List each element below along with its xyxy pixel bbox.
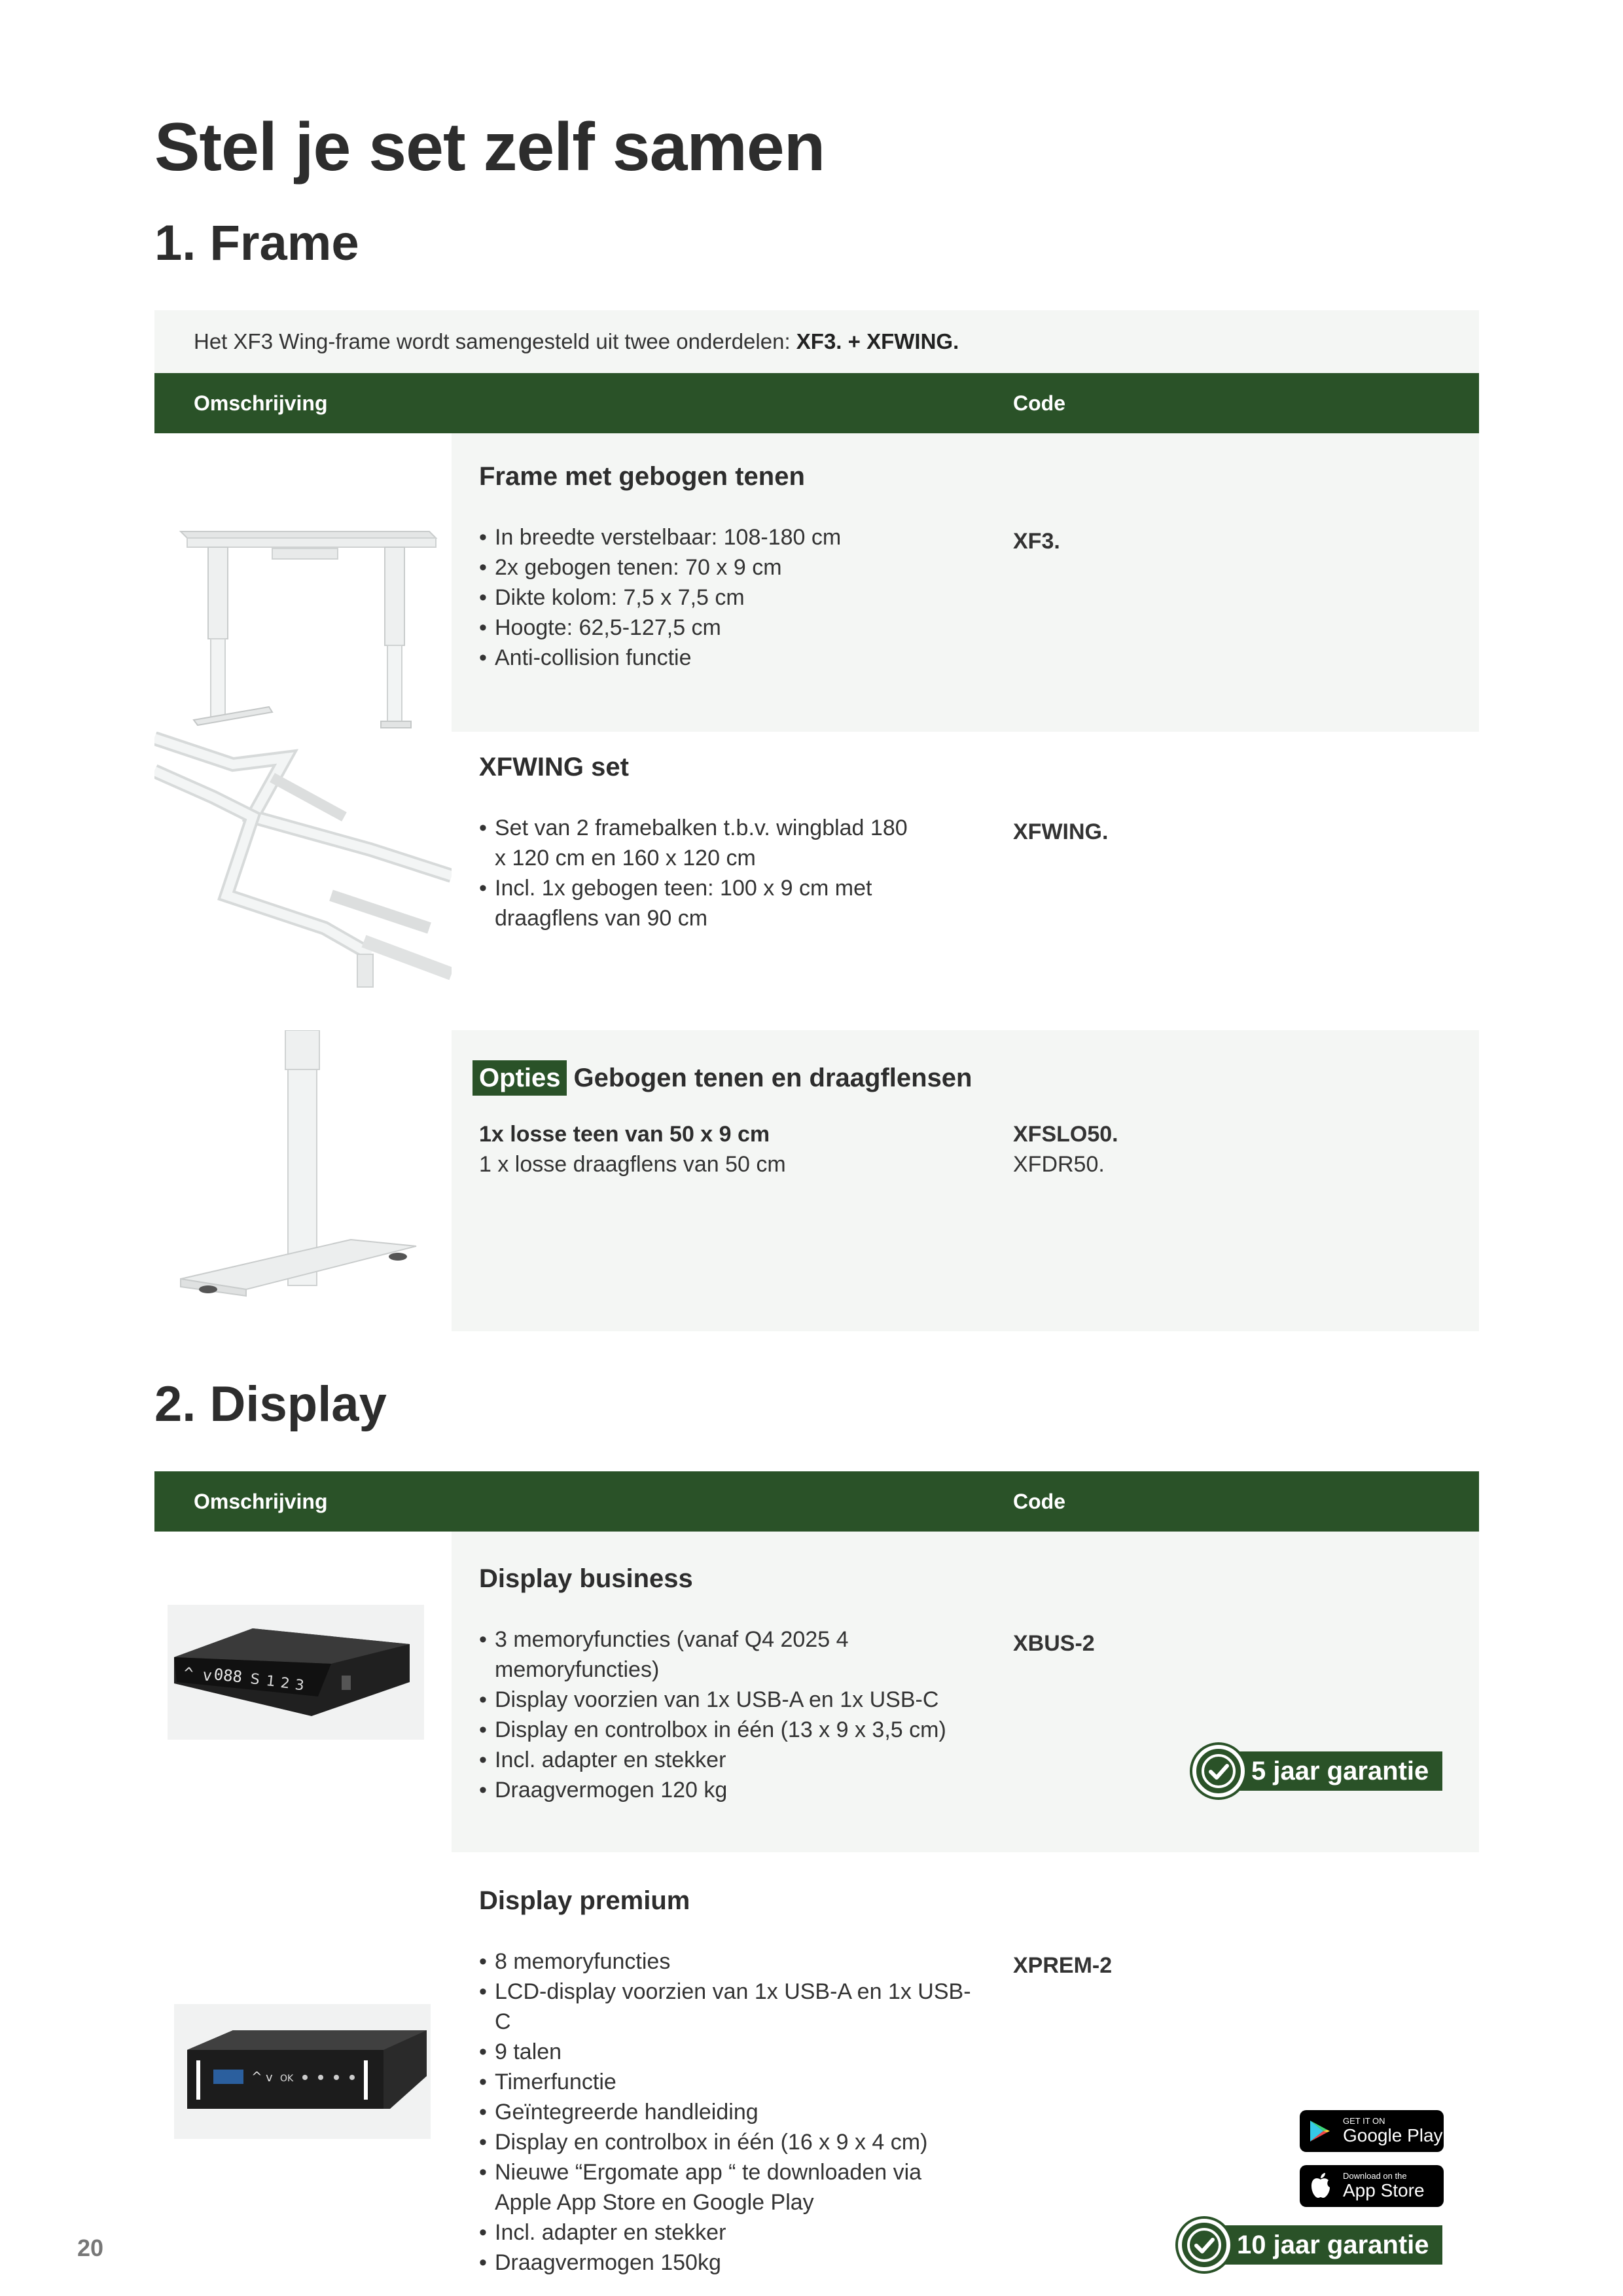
business-controller-illustration xyxy=(168,1605,424,1740)
display-business-feature: • Incl. adapter en stekker xyxy=(479,1745,990,1775)
display-premium-feature: • Timerfunctie xyxy=(479,2067,976,2097)
display-premium-feature-list xyxy=(479,1946,976,2278)
display-table-header xyxy=(154,1471,1479,1532)
frame-intro-bold: XF3. + XFWING. xyxy=(796,329,959,353)
options-title-row xyxy=(473,1060,972,1096)
display-premium-feature: • Draagvermogen 150kg xyxy=(479,2248,976,2278)
google-play-icon xyxy=(1306,2118,1332,2144)
display-business-feature-list xyxy=(479,1624,990,1805)
display-premium-image xyxy=(174,2004,431,2139)
option-code-0: XFSLO50. xyxy=(1013,1122,1118,1147)
display-business-feature: • 3 memoryfuncties (vanaf Q4 2025 4 memoryfuncties) xyxy=(479,1624,990,1685)
section-heading-frame: 1. Frame xyxy=(154,215,359,271)
desk-frame-illustration xyxy=(154,433,452,732)
svg-text:^: ^ xyxy=(251,2069,262,2085)
header-omschrijving: Omschrijving xyxy=(194,1490,328,1513)
guarantee-10-label: 10 jaar garantie xyxy=(1237,2231,1429,2259)
google-play-small-text: GET IT ON xyxy=(1343,2116,1385,2126)
business-display-readout: 088 xyxy=(213,1665,243,1687)
page-title: Stel je set zelf samen xyxy=(154,109,825,185)
check-seal-icon xyxy=(1178,2219,1230,2271)
app-store-badge[interactable] xyxy=(1300,2165,1444,2207)
xfwing-feature: • Set van 2 framebalken t.b.v. wingblad 180 x 120 cm en 160 x 120 cm xyxy=(479,813,924,873)
display-premium-feature: • Display en controlbox in één (16 x 9 x 4 cm) xyxy=(479,2127,976,2157)
xfwing-feature: • Incl. 1x gebogen teen: 100 x 9 cm met draagflens van 90 cm xyxy=(479,873,924,933)
frame-intro xyxy=(154,310,1479,373)
business-key-2: 2 xyxy=(279,1675,291,1693)
options-title: Gebogen tenen en draagflensen xyxy=(573,1064,972,1092)
xfwing-title: XFWING set xyxy=(479,753,629,781)
xfwing-feature-list xyxy=(479,813,924,933)
header-omschrijving: Omschrijving xyxy=(194,391,328,415)
frame-table-header xyxy=(154,373,1479,433)
display-business-image xyxy=(168,1605,424,1740)
options-badge: Opties xyxy=(473,1060,567,1096)
business-key-s: S xyxy=(249,1671,260,1689)
display-premium-title: Display premium xyxy=(479,1886,690,1915)
display-business-feature: • Draagvermogen 120 kg xyxy=(479,1775,990,1805)
frame-feature: • In breedte verstelbaar: 108-180 cm xyxy=(479,522,976,552)
option-desc-0: 1x losse teen van 50 x 9 cm xyxy=(479,1122,770,1147)
xfwing-image xyxy=(154,732,452,1007)
options-image xyxy=(154,1030,452,1331)
frame-intro-text: Het XF3 Wing-frame wordt samengesteld uit twee onderdelen: xyxy=(194,329,796,353)
header-code: Code xyxy=(1013,391,1065,415)
display-business-code: XBUS-2 xyxy=(1013,1631,1095,1656)
google-play-badge[interactable] xyxy=(1300,2110,1444,2152)
header-code: Code xyxy=(1013,1490,1065,1513)
display-business-feature: • Display voorzien van 1x USB-A en 1x USB-C xyxy=(479,1685,990,1715)
page-number: 20 xyxy=(77,2234,104,2261)
svg-text:^ v: ^ v xyxy=(183,1664,213,1685)
frame-code: XF3. xyxy=(1013,529,1060,554)
frame-title: Frame met gebogen tenen xyxy=(479,462,805,491)
display-business-feature: • Display en controlbox in één (13 x 9 x 3,5 cm) xyxy=(479,1715,990,1745)
option-desc-1: 1 x losse draagflens van 50 cm xyxy=(479,1152,786,1177)
display-premium-feature: • Incl. adapter en stekker xyxy=(479,2217,976,2248)
xfwing-code: XFWING. xyxy=(1013,819,1109,844)
check-seal-icon xyxy=(1192,1745,1245,1797)
display-premium-code: XPREM-2 xyxy=(1013,1953,1113,1978)
display-premium-feature: • 9 talen xyxy=(479,2037,976,2067)
apple-icon xyxy=(1309,2172,1332,2199)
frame-feature: • Hoogte: 62,5-127,5 cm xyxy=(479,613,976,643)
premium-key-ok: OK xyxy=(280,2073,294,2084)
frame-feature-list xyxy=(479,522,976,673)
google-play-big-text: Google Play xyxy=(1343,2125,1443,2145)
display-business-title: Display business xyxy=(479,1564,693,1593)
app-store-big-text: App Store xyxy=(1343,2180,1425,2200)
display-premium-feature: • Nieuwe “Ergomate app “ te downloaden via Apple App Store en Google Play xyxy=(479,2157,976,2217)
wing-beam-illustration xyxy=(154,732,452,1007)
business-key-3: 3 xyxy=(294,1677,305,1695)
frame-feature: • Dikte kolom: 7,5 x 7,5 cm xyxy=(479,583,976,613)
guarantee-5-badge xyxy=(1215,1751,1442,1791)
option-code-1: XFDR50. xyxy=(1013,1152,1105,1177)
display-premium-feature: • Geïntegreerde handleiding xyxy=(479,2097,976,2127)
frame-feature: • Anti-collision functie xyxy=(479,643,976,673)
guarantee-10-badge xyxy=(1200,2225,1442,2265)
guarantee-5-label: 5 jaar garantie xyxy=(1251,1757,1429,1785)
frame-feature: • 2x gebogen tenen: 70 x 9 cm xyxy=(479,552,976,583)
frame-image xyxy=(154,433,452,732)
display-premium-feature: • 8 memoryfuncties xyxy=(479,1946,976,1977)
business-key-1: 1 xyxy=(265,1673,276,1691)
column-foot-illustration xyxy=(154,1030,452,1331)
app-store-small-text: Download on the xyxy=(1343,2171,1407,2181)
svg-text:v: v xyxy=(266,2071,273,2085)
section-heading-display: 2. Display xyxy=(154,1376,387,1432)
premium-controller-illustration xyxy=(174,2004,431,2139)
display-premium-feature: • LCD-display voorzien van 1x USB-A en 1x USB-C xyxy=(479,1977,976,2037)
